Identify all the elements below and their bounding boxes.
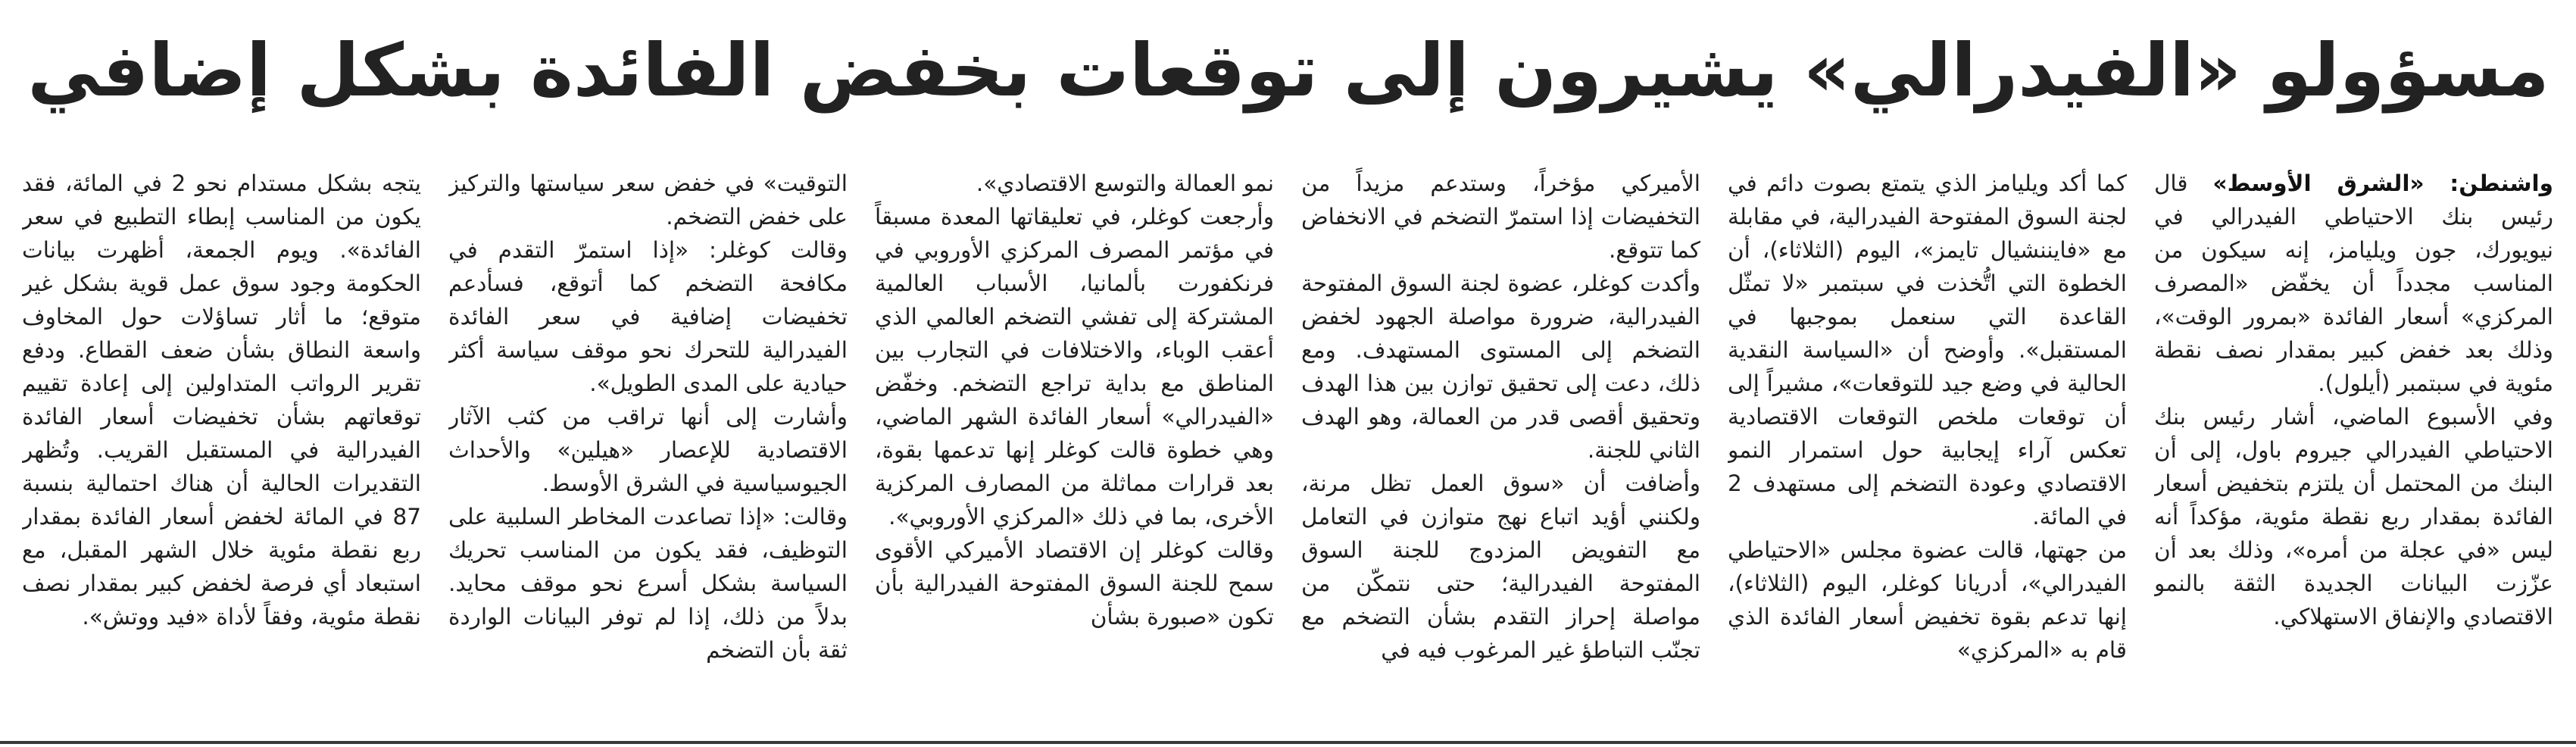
paragraph: نمو العمالة والتوسع الاقتصادي». xyxy=(976,170,1274,196)
article-body xyxy=(20,167,2553,727)
article-dateline: واشنطن: «الشرق الأوسط» xyxy=(2212,170,2553,196)
paragraph: كما أكد ويليامز الذي يتمتع بصوت دائم في لجنة السوق المفتوحة الفيدرالية، في مقابلة مع «فايننشيال تايمز»، اليوم (الثلاثاء)، أن الخطوة التي اتُّخذت في سبتمبر «لا تمثّل القاعدة التي سنعمل بموجبها في المستقبل». وأوضح أن «السياسة النقدية الحالية في وضع جيد للتوقعات»، مشيراً إلى أن توقعات ملخص التوقعات الاقتصادية تعكس آراء إيجابية حول استمرار النمو الاقتصادي وعودة التضخم إلى مستهدف 2 في المائة. xyxy=(1728,170,2127,530)
paragraph: وأشارت إلى أنها تراقب من كثب الآثار الاقتصادية للإعصار «هيلين» والأحداث الجيوسياسية في الشرق الأوسط. xyxy=(448,404,848,496)
paragraph: وقالت: «إذا تصاعدت المخاطر السلبية على التوظيف، فقد يكون من المناسب تحريك السياسة بشكل أسرع نحو موقف محايد. بدلاً من ذلك، إذا لم توفر البيانات الواردة ثقة بأن التضخم xyxy=(448,504,848,663)
article-column-1 xyxy=(2154,167,2553,727)
bottom-rule xyxy=(0,741,2576,744)
article-headline: مسؤولو «الفيدرالي» يشيرون إلى توقعات بخفض الفائدة بشكل إضافي xyxy=(27,28,2549,113)
paragraph: وأضافت أن «سوق العمل تظل مرنة، ولكنني أؤيد اتباع نهج متوازن في التعامل مع التفويض المزدوج للجنة السوق المفتوحة الفيدرالية؛ حتى نتمكّن من مواصلة إحراز التقدم بشأن التضخم مع تجنّب التباطؤ غير المرغوب فيه في xyxy=(1301,470,1700,663)
paragraph: وأرجعت كوغلر، في تعليقاتها المعدة مسبقاً في مؤتمر المصرف المركزي الأوروبي في فرنكفورت بألمانيا، الأسباب العالمية المشتركة إلى تفشي التضخم العالمي الذي أعقب الوباء، والاختلافات في التجارب بين المناطق مع بداية تراجع التضخم. وخفّض «الفيدرالي» أسعار الفائدة الشهر الماضي، وهي خطوة قالت كوغلر إنها تدعمها بقوة، بعد قرارات مماثلة من المصارف المركزية الأخرى، بما في ذلك «المركزي الأوروبي». xyxy=(875,204,1274,530)
article-column-6 xyxy=(22,167,421,727)
article-column-5 xyxy=(448,167,848,727)
article-column-3 xyxy=(1301,167,1700,727)
paragraph: الأميركي مؤخراً، وستدعم مزيداً من التخفيضات إذا استمرّ التضخم في الانخفاض كما تتوقع. xyxy=(1301,170,1700,263)
paragraph: وقالت كوغلر: «إذا استمرّ التقدم في مكافحة التضخم كما أتوقع، فسأدعم تخفيضات إضافية في سعر الفائدة الفيدرالية للتحرك نحو موقف سياسة أكثر حيادية على المدى الطويل». xyxy=(448,237,848,396)
paragraph: يتجه بشكل مستدام نحو 2 في المائة، فقد يكون من المناسب إبطاء التطبيع في سعر الفائدة». ويوم الجمعة، أظهرت بيانات الحكومة وجود سوق عمل قوية بشكل غير متوقع؛ ما أثار تساؤلات حول المخاوف واسعة النطاق بشأن ضعف القطاع. ودفع تقرير الرواتب المتداولين إلى إعادة تقييم توقعاتهم بشأن تخفيضات أسعار الفائدة الفيدرالية في المستقبل القريب. وتُظهر التقديرات الحالية أن هناك احتمالية بنسبة 87 في المائة لخفض أسعار الفائدة بمقدار ربع نقطة مئوية خلال الشهر المقبل، مع استبعاد أي فرصة لخفض كبير بمقدار نصف نقطة مئوية، وفقاً لأداة «فيد ووتش». xyxy=(22,170,421,630)
paragraph: وأكدت كوغلر، عضوة لجنة السوق المفتوحة الفيدرالية، ضرورة مواصلة الجهود لخفض التضخم إلى المستوى المستهدف. ومع ذلك، دعت إلى تحقيق توازن بين هذا الهدف وتحقيق أقصى قدر من العمالة، وهو الهدف الثاني للجنة. xyxy=(1301,270,1700,463)
paragraph: التوقيت» في خفض سعر سياستها والتركيز على خفض التضخم. xyxy=(448,170,848,230)
paragraph-text: قال رئيس بنك الاحتياطي الفيدرالي في نيويورك، جون ويليامز، إنه سيكون من المناسب مجدداً أن يخفّض «المصرف المركزي» أسعار الفائدة «بمرور الوقت»، وذلك بعد خفض كبير بمقدار نصف نقطة مئوية في سبتمبر (أيلول). xyxy=(2154,170,2553,396)
paragraph: من جهتها، قالت عضوة مجلس «الاحتياطي الفيدرالي»، أدريانا كوغلر، اليوم (الثلاثاء)، إنها تدعم بقوة تخفيض أسعار الفائدة الذي قام به «المركزي» xyxy=(1728,537,2127,663)
paragraph: وقالت كوغلر إن الاقتصاد الأميركي الأقوى سمح للجنة السوق المفتوحة الفيدرالية بأن تكون «صبورة بشأن xyxy=(875,537,1274,630)
article-column-4 xyxy=(875,167,1274,727)
paragraph xyxy=(2154,167,2553,400)
article-column-2 xyxy=(1728,167,2127,727)
paragraph: وفي الأسبوع الماضي، أشار رئيس بنك الاحتياطي الفيدرالي جيروم باول، إلى أن البنك من المحتمل أن يلتزم بتخفيض أسعار الفائدة بمقدار ربع نقطة مئوية، مؤكداً أنه ليس «في عجلة من أمره»، وذلك بعد أن عزّزت البيانات الجديدة الثقة بالنمو الاقتصادي والإنفاق الاستهلاكي. xyxy=(2154,404,2553,630)
